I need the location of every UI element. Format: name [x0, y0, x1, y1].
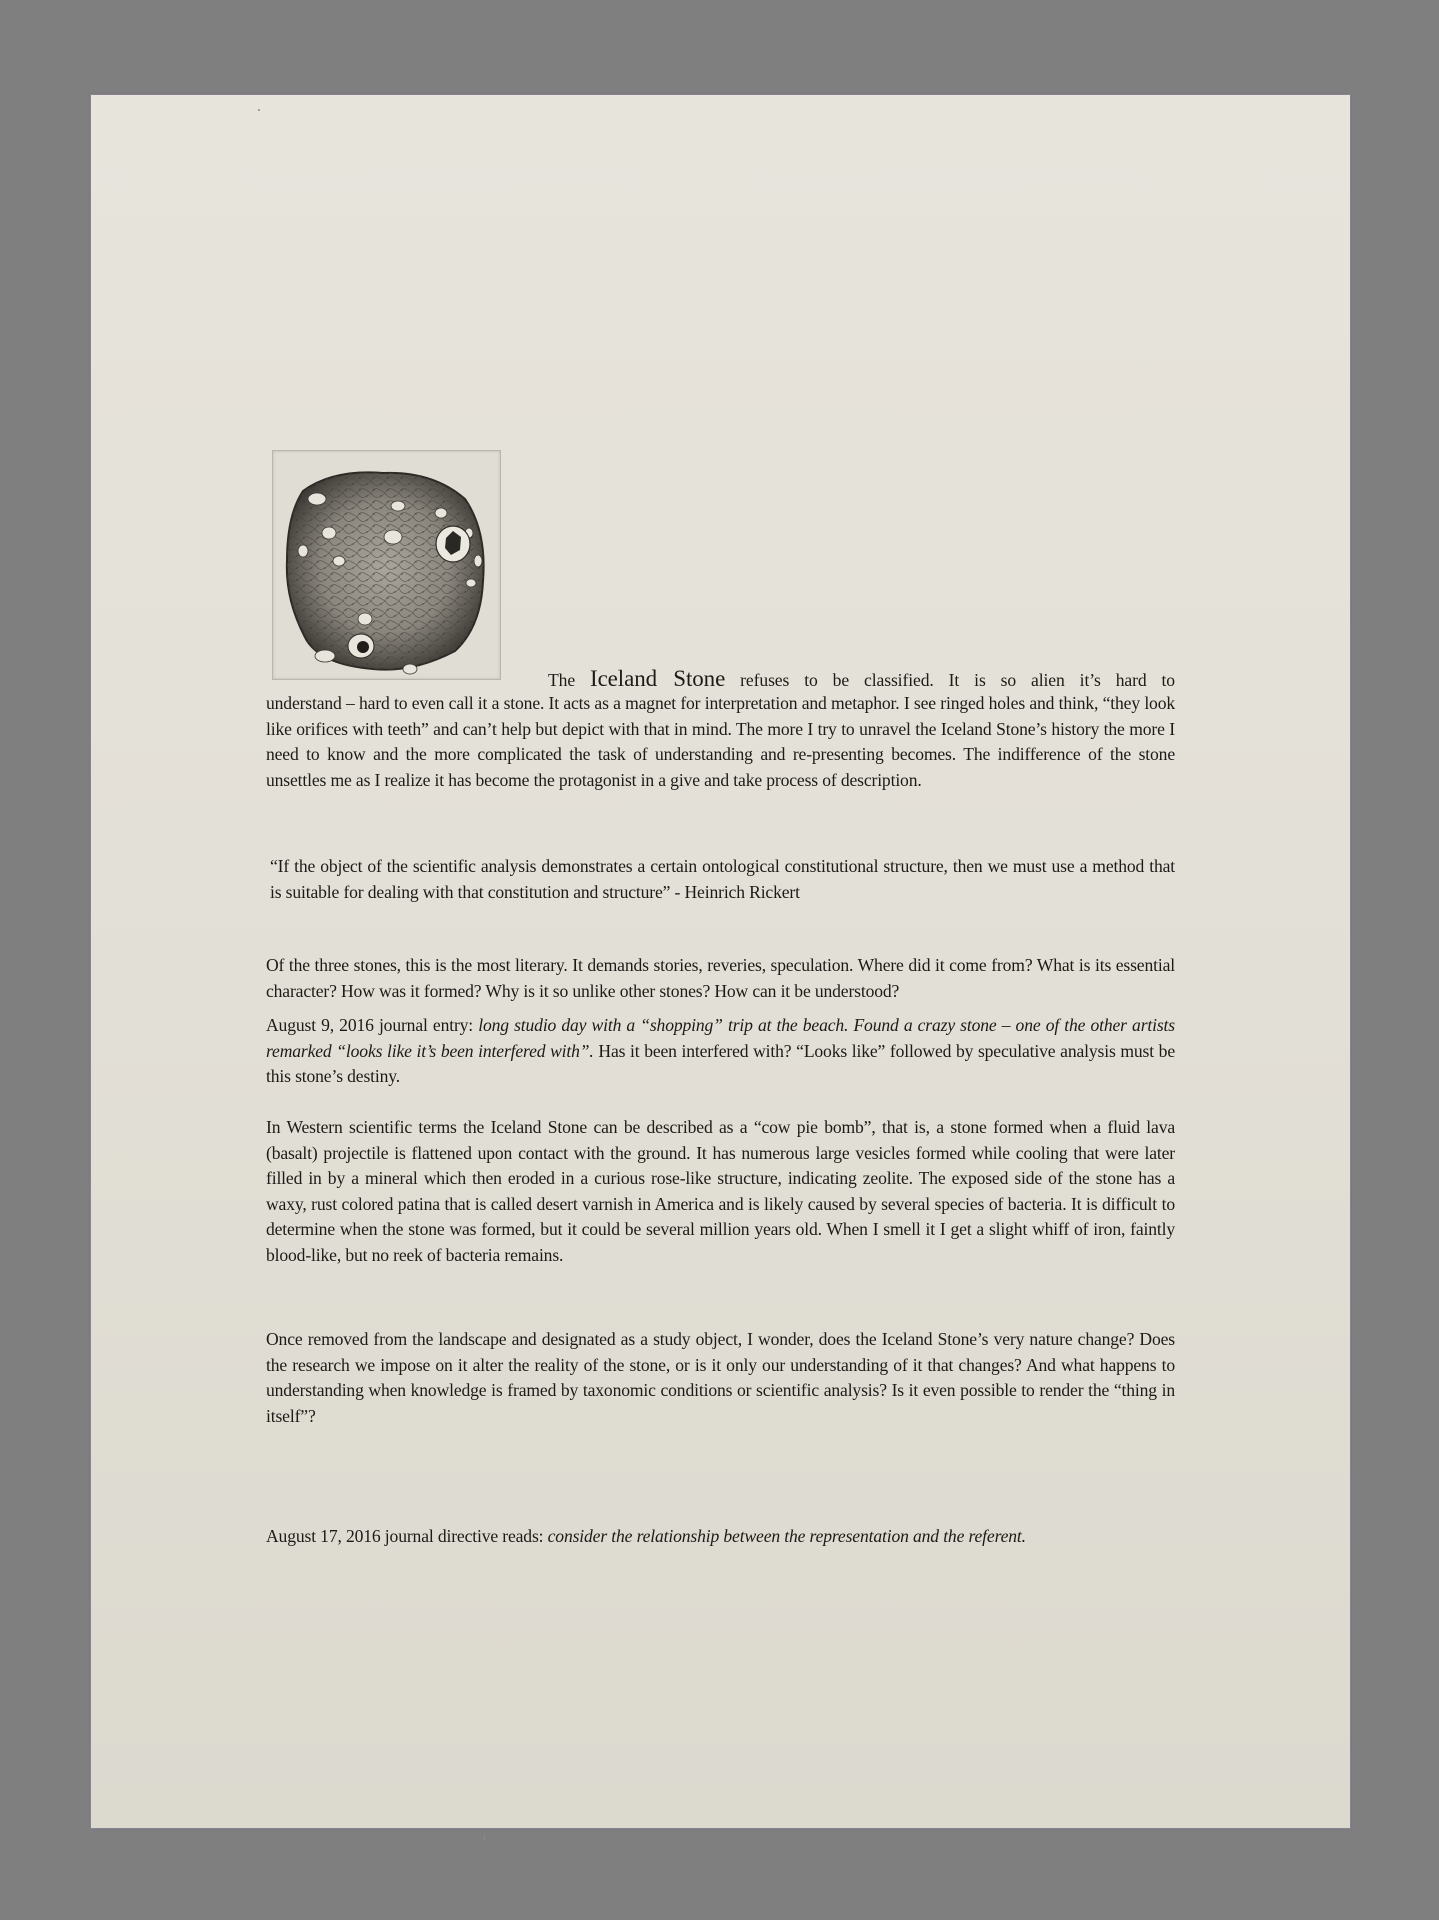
- paper-speck: [484, 1835, 485, 1841]
- rickert-quote: “If the object of the scientific analysis demonstrates a certain ontological constitutional structure, then we must use a method that is suitable for dealing with that constitution and structure” - Heinrich Rickert: [270, 856, 1175, 902]
- stone-etching-image: [272, 450, 501, 680]
- journal-directive-quote: consider the relationship between the representation and the referent.: [547, 1526, 1026, 1546]
- journal-entry-quote: long studio day with a “shopping” trip at the beach. Found a crazy stone – one of the other artists remarked “looks like it’s been interfered with”.: [266, 1015, 1175, 1061]
- heading-prefix: The: [548, 670, 576, 690]
- scientific-paragraph-text: In Western scientific terms the Iceland Stone can be described as a “cow pie bomb”, that is, a stone formed when a fluid lava (basalt) projectile is flattened upon contact with the ground. It has numerous large vesicles formed while cooling that were later filled in by a mineral which then eroded in a curious rose-like structure, indicating zeolite. The exposed side of the stone has a waxy, rust colored patina that is called desert varnish in America and is likely caused by several species of bacteria. It is difficult to determine when the stone was formed, but it could be several million years old. When I smell it I get a slight whiff of iron, faintly blood-like, but no reek of bacteria remains.: [266, 1117, 1175, 1265]
- removed-paragraph-text: Once removed from the landscape and designated as a study object, I wonder, does the Iceland Stone’s very nature change? Does the research we impose on it alter the reality of the stone, or is it only our understanding of it that changes? And what happens to understanding when knowledge is framed by taxonomic conditions or scientific analysis? Is it even possible to render the “thing in itself”?: [266, 1329, 1175, 1426]
- journal-directive-paragraph: [266, 1524, 1175, 1550]
- scientific-paragraph: [266, 1115, 1175, 1269]
- journal-entry-date: August 9, 2016 journal entry:: [266, 1015, 479, 1035]
- journal-directive-text: [266, 1524, 1175, 1550]
- intro-paragraph-text: understand – hard to even call it a stone. It acts as a magnet for interpretation and metaphor. I see ringed holes and think, “they look like orifices with teeth” and can’t help but depict with that in mind. The more I try to unravel the Iceland Stone’s history the more I need to know and the more complicated the task of understanding and re-presenting becomes. The indifference of the stone unsettles me as I realize it has become the protagonist in a give and take process of description.: [266, 693, 1175, 790]
- document-title: Iceland Stone: [590, 666, 726, 691]
- literary-paragraph: [266, 953, 1175, 1004]
- journal-entry-paragraph: [266, 1013, 1175, 1090]
- removed-paragraph: [266, 1327, 1175, 1429]
- stone-etching-icon: [273, 451, 500, 679]
- quote-paragraph: [266, 854, 1175, 905]
- first-line-text: refuses to be classified. It is so alien it’s hard to: [740, 670, 1175, 690]
- intro-paragraph: [266, 691, 1175, 793]
- journal-directive-date: August 17, 2016 journal directive reads:: [266, 1526, 548, 1546]
- first-line: [548, 665, 1175, 694]
- journal-entry-text: [266, 1013, 1175, 1090]
- journal-entry-comment: Has it been interfered with? “Looks like” followed by speculative analysis must be this stone’s destiny.: [266, 1040, 1175, 1087]
- literary-paragraph-text: Of the three stones, this is the most literary. It demands stories, reveries, speculation. Where did it come from? What is its essential character? How was it formed? Why is it so unlike other stones? How can it be understood?: [266, 955, 1175, 1001]
- paper-speck: [258, 109, 260, 111]
